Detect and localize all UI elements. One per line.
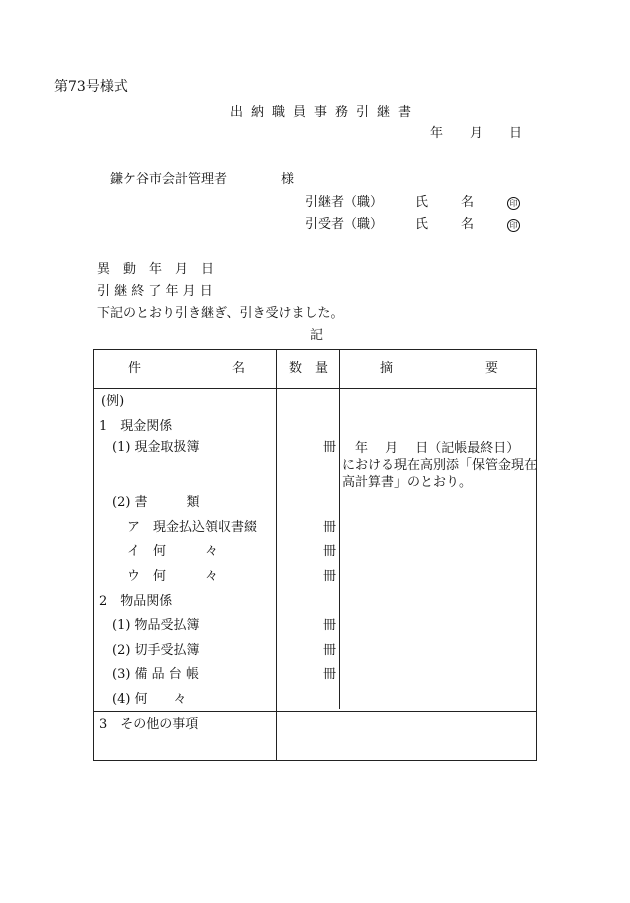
handover-table: [93, 349, 537, 761]
other-matters-label: 3 その他の事項: [99, 717, 199, 732]
table-row-label: ウ 何 々: [127, 569, 219, 584]
seal-icon: 印: [507, 197, 520, 210]
remarks-text: [342, 440, 538, 491]
remarks-line: 年 月 日（記帳最終日）: [342, 441, 520, 456]
table-row-label: 1 現金関係: [99, 419, 173, 434]
transferor-name-label-2: 名: [461, 195, 475, 210]
table-row-unit: 冊: [323, 569, 337, 584]
table-row-label: (2) 切手受払簿: [112, 643, 200, 658]
statement: 下記のとおり引き継ぎ、引き受けました。: [97, 306, 344, 321]
remarks-line: における現在高別添「保管金現在: [342, 458, 538, 473]
table-row-unit: 冊: [323, 520, 337, 535]
table-row-label: (3) 備 品 台 帳: [112, 667, 199, 682]
column-divider: [339, 350, 340, 709]
remarks-line: 高計算書」のとおり。: [342, 475, 473, 490]
table-row-unit: 冊: [323, 667, 337, 682]
table-row-label: イ 何 々: [127, 544, 219, 559]
table-row-unit: 冊: [323, 618, 337, 633]
table-row-label: (4) 何 々: [112, 692, 187, 707]
column-divider: [276, 350, 277, 760]
date-month-label: 月: [470, 126, 484, 141]
date-year-label: 年: [430, 126, 444, 141]
table-row-label: (2) 書 類: [112, 495, 200, 510]
table-row-label: (1) 現金取扱簿: [112, 440, 200, 455]
table-row-unit: 冊: [323, 544, 337, 559]
header-quantity: 数 量: [289, 361, 329, 376]
receiver-name-label-1: 氏: [415, 217, 429, 232]
table-row-label: (1) 物品受払簿: [112, 618, 200, 633]
table-row-label: 2 物品関係: [99, 594, 173, 609]
example-label: (例): [101, 394, 125, 409]
receiver-name-label-2: 名: [461, 217, 475, 232]
table-row-unit: 冊: [323, 643, 337, 658]
date-day-label: 日: [509, 126, 523, 141]
table-row-unit: 冊: [323, 440, 337, 455]
ki-heading: 記: [310, 328, 324, 343]
header-item-2: 名: [232, 361, 246, 376]
header-divider: [94, 388, 536, 389]
table-row-label: ア 現金払込領収書綴: [127, 520, 258, 535]
header-remarks-1: 摘: [380, 361, 394, 376]
header-remarks-2: 要: [485, 361, 499, 376]
header-item-1: 件: [128, 361, 142, 376]
transferor-role: 引継者（職）: [305, 195, 384, 210]
row-divider: [94, 711, 536, 712]
transferor-name-label-1: 氏: [415, 195, 429, 210]
seal-icon: 印: [507, 219, 520, 232]
document-title: 出納職員事務引継書: [230, 105, 420, 120]
receiver-role: 引受者（職）: [305, 217, 384, 232]
form-number: 第73号様式: [54, 79, 128, 95]
honorific: 様: [281, 172, 295, 187]
completion-date-label: 引 継 終 了 年 月 日: [97, 284, 213, 299]
transfer-date-label: 異 動 年 月 日: [97, 262, 215, 277]
addressee: 鎌ケ谷市会計管理者: [110, 172, 228, 187]
